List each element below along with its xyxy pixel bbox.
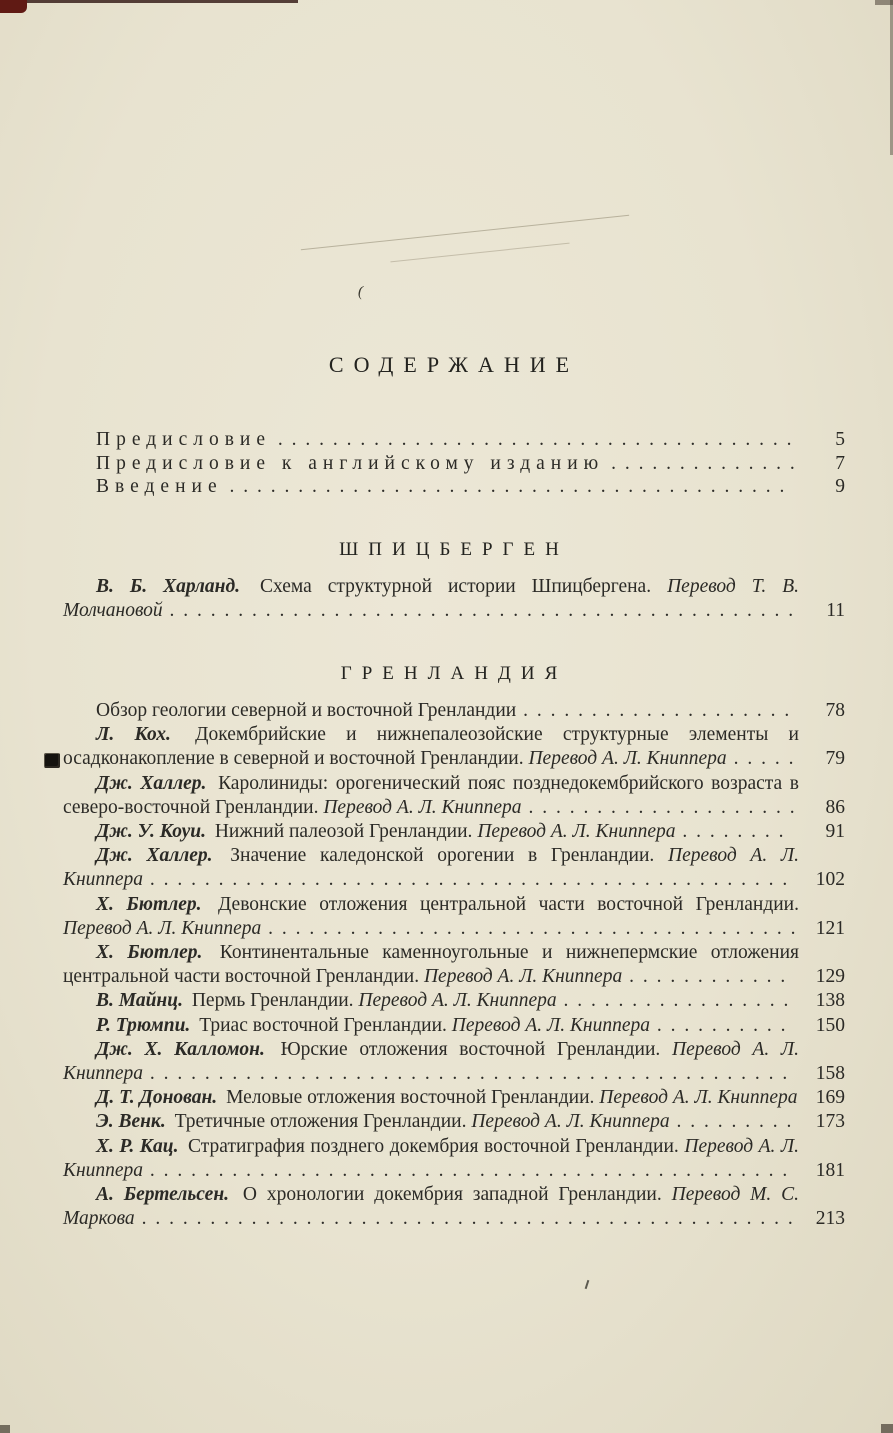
entry-text: [63, 575, 799, 623]
toc-entry: [63, 820, 845, 844]
leader-dots: . . . . . . . . . . . . . . . . . . . . . . . . . . . . . . . . . . . . . . . . . . . . . .: [162, 599, 796, 621]
entry-page-number: 79: [825, 748, 845, 770]
leader-dots: . . . . . . . . . . . .: [622, 966, 788, 988]
entry-title: Меловые отложения восточной Гренландии.: [226, 1087, 595, 1109]
entry-page-number: 102: [815, 869, 845, 891]
toc-entry: [63, 941, 845, 989]
entry-translator: Перевод А. Л. Книппера: [63, 1038, 800, 1084]
entry-page-number: 121: [815, 917, 845, 939]
entry-label: Предисловие: [96, 429, 272, 450]
toc-entry: [63, 1110, 845, 1134]
entry-title: Значение каледонской орогении в Гренландии.: [230, 845, 655, 867]
sections-container: [63, 539, 845, 1232]
entry-text: [63, 844, 799, 892]
entry-page-number: 86: [825, 796, 845, 818]
entry-title: Схема структурной истории Шпицбергена.: [259, 575, 652, 597]
toc-entry: [63, 1135, 845, 1183]
toc-entry: [63, 452, 845, 476]
entry-author: А. Бертельсен.: [96, 1183, 230, 1205]
scan-artifact-top-left-corner: [0, 0, 27, 13]
entry-author: В. Б. Харланд.: [96, 575, 240, 597]
entry-author: Э. Венк.: [96, 1111, 166, 1133]
entry-text: [63, 723, 799, 771]
leader-dots: . . . . . . . . . . . . . . . . . . . . . . . . . . . . . . . . . . . . . . .: [261, 917, 798, 939]
leader-dots: . . . . . . . . . . . . . . . . . . . . . . . . . . . . . . . . . . . . . . . . . . . . . . .: [143, 1159, 790, 1181]
entry-title: Обзор геологии северной и восточной Гренландии: [96, 699, 517, 721]
entry-page-number: 7: [835, 452, 845, 474]
section-heading: ГРЕНЛАНДИЯ: [340, 662, 568, 684]
toc-section: [63, 539, 845, 623]
entry-text: [63, 1086, 799, 1110]
scan-speck: [585, 1280, 590, 1289]
entry-text: [63, 475, 799, 499]
toc-entry: [63, 844, 845, 892]
leader-dots: . . . . . . . . . . . . . . . . . . . . . . . . . . . . . . . . . . . . . . . . .: [222, 476, 787, 497]
entry-label: Введение: [96, 476, 223, 497]
entry-page-number: 9: [835, 476, 845, 497]
toc-entry: [63, 1014, 845, 1038]
leader-dots: . . . . . . . . . . . . . .: [604, 452, 797, 474]
front-matter-list: [63, 428, 845, 499]
entry-translator: Перевод А. Л. Книппера: [63, 917, 262, 939]
toc-entry: [63, 989, 845, 1013]
page-content: [63, 0, 845, 1231]
entry-translator: Перевод А. Л. Книппера: [599, 1087, 798, 1109]
entry-page-number: 158: [815, 1062, 845, 1084]
entry-title: Континентальные каменноугольные и нижнепермские отложения центральной части восточной Гренландии.: [63, 941, 799, 988]
entry-translator: Перевод А. Л. Книппера: [358, 990, 557, 1012]
toc-entry: [63, 575, 845, 623]
entry-text: [63, 452, 799, 476]
entry-translator: Перевод А. Л. Книппера: [323, 796, 522, 818]
entry-text: [63, 941, 799, 989]
entry-translator: Перевод А. Л. Книппера: [451, 1014, 650, 1036]
scan-artifact-bottom-left-corner: [0, 1425, 10, 1433]
leader-dots: . . . . . . . . . . . . . . . . . . . . . . . . . . . . . . . . . . . . . .: [271, 429, 794, 450]
entry-author: Л. Кох.: [96, 724, 171, 746]
toc-entry: [63, 475, 845, 499]
entry-text: [63, 1135, 799, 1183]
toc-entry: [63, 772, 845, 820]
leader-dots: . . . . . . . . . . . . . . . . . . . . . . . . . . . . . . . . . . . . . . . . . . . . . . .: [143, 869, 790, 891]
entry-translator: Перевод А. Л. Книппера: [471, 1111, 670, 1133]
entry-page-number: 169: [815, 1087, 845, 1109]
entry-author: Х. Бютлер.: [96, 941, 203, 963]
entry-page-number: 213: [815, 1208, 845, 1230]
entry-author: Р. Трюмпи.: [96, 1014, 191, 1036]
entry-translator: Перевод А. Л. Книппера: [477, 820, 676, 842]
entry-title: Стратиграфия позднего докембрия восточной Гренландии.: [188, 1135, 679, 1157]
toc-entry: [63, 893, 845, 941]
entry-author: Дж. Халлер.: [96, 772, 207, 794]
entry-translator: Перевод М. С. Маркова: [63, 1183, 800, 1230]
toc-entry: [63, 1038, 845, 1086]
entry-page-number: 91: [825, 820, 845, 842]
toc-entry: [63, 699, 845, 723]
entry-translator: Перевод А. Л. Книппера: [63, 845, 800, 891]
entry-author: В. Майнц.: [96, 990, 183, 1012]
page-title: СОДЕРЖАНИЕ: [328, 352, 580, 377]
toc-entry: [63, 723, 845, 771]
entry-author: Дж. Х. Калломон.: [96, 1038, 265, 1060]
entry-label: Предисловие к английскому изданию: [96, 452, 605, 474]
leader-dots: . . . . . . . . . . . . . . . . . . . . . . . . . . . . . . . . . . . . . . . . . . . . . . . .: [134, 1208, 795, 1230]
entry-page-number: 173: [815, 1111, 845, 1133]
entry-translator: Перевод А. Л. Книппера: [528, 748, 727, 770]
entry-text: [63, 1014, 799, 1038]
leader-dots: . . . . . . . . . .: [650, 1014, 788, 1036]
entry-text: [63, 893, 799, 941]
leader-dots: . . . . . . . . . . . . . . . . . . . .: [516, 699, 792, 721]
entry-author: Д. Т. Донован.: [96, 1087, 218, 1109]
entry-title: Пермь Гренландии.: [191, 990, 354, 1012]
entry-title: О хронологии докембрия западной Гренландии.: [242, 1183, 662, 1205]
entry-title: Третичные отложения Гренландии.: [174, 1111, 467, 1133]
entry-translator: Перевод А. Л. Книппера: [423, 966, 623, 988]
entry-title: Нижний палеозой Гренландии.: [214, 820, 473, 842]
leader-dots: . . . . . . . . .: [669, 1111, 794, 1133]
entry-text: [63, 428, 799, 452]
entry-page-number: 150: [815, 1014, 845, 1036]
entry-text: [63, 820, 799, 844]
entry-translator: Перевод А. Л. Книппера: [63, 1135, 800, 1181]
entry-author: Х. Бютлер.: [96, 893, 202, 915]
leader-dots: . . . . .: [726, 748, 796, 770]
toc-entry: [63, 428, 845, 452]
entry-title: Девонские отложения центральной части восточной Гренландии.: [218, 893, 799, 915]
leader-dots: . . . . . . . . . . . . . . . . .: [556, 990, 791, 1012]
entry-title: Каролиниды: орогенический пояс позднедокембрийского возраста в северо-восточной Гренландии.: [63, 772, 799, 818]
entry-page-number: 181: [815, 1159, 845, 1181]
entry-author: Х. Р. Кац.: [96, 1135, 179, 1157]
entry-page-number: 5: [835, 429, 845, 450]
entry-page-number: 78: [825, 699, 845, 721]
entry-text: [63, 1110, 799, 1134]
entry-title: Юрские отложения восточной Гренландии.: [280, 1038, 661, 1060]
leader-dots: . . . . . . . . . . . . . . . . . . . . . . . . . . . . . . . . . . . . . . . . . . . . . . .: [143, 1062, 790, 1084]
entry-page-number: 11: [826, 599, 845, 621]
entry-translator: Перевод Т. В. Молчановой: [63, 575, 800, 621]
entry-text: [63, 1038, 799, 1086]
scan-speck: (: [356, 283, 365, 301]
entry-text: [63, 699, 799, 723]
entry-author: Дж. Халлер.: [96, 845, 213, 867]
entry-title: Докембрийские и нижнепалеозойские структурные элементы и осадконакопление в северной и восточной Гренландии.: [63, 724, 799, 770]
scan-artifact-bottom-right-corner: [881, 1424, 893, 1433]
entry-text: [63, 1183, 799, 1231]
section-heading: ШПИЦБЕРГЕН: [339, 538, 569, 560]
entry-author: Дж. У. Коуи.: [96, 820, 206, 842]
leader-dots: . . . . . . . . . . . . . . . . . . . .: [521, 796, 797, 818]
toc-entry: [63, 1086, 845, 1110]
entry-page-number: 129: [815, 966, 845, 988]
leader-dots: . . . . . . . .: [675, 820, 786, 842]
entry-title: Триас восточной Гренландии.: [199, 1014, 447, 1036]
entry-page-number: 138: [815, 990, 845, 1012]
toc-entry: [63, 1183, 845, 1231]
toc-section: [63, 663, 845, 1231]
entry-text: [63, 989, 799, 1013]
margin-ink-stamp: [44, 753, 60, 768]
entry-text: [63, 772, 799, 820]
